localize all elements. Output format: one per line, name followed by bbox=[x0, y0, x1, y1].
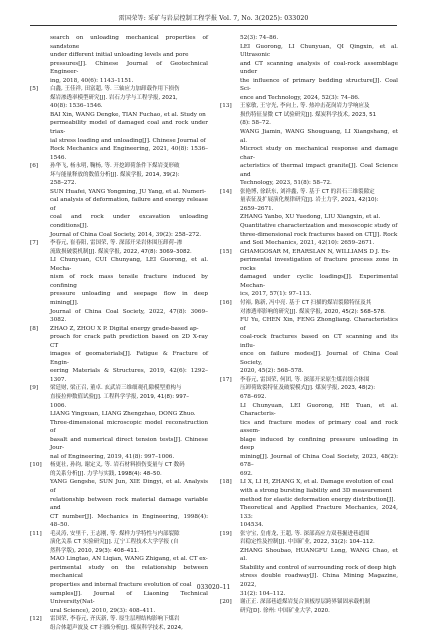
reference-line: ZHAO Z, ZHOU X P. Digital energy grade-based ap- bbox=[50, 325, 199, 332]
reference-line: ial stress loading and unloading[J]. Chinese Journal of bbox=[50, 137, 206, 144]
reference-line: 组合体超声波及 CT 扫描分析[J]. 煤炭科学技术, 2024, bbox=[50, 624, 183, 631]
reference-line: 直接拉伸数值试验[J]. 工程科学学报, 2019, 41(8): 997– bbox=[50, 393, 190, 400]
reference-line: Stability and control of surrounding rock of deep high bbox=[240, 564, 397, 571]
reference-line: ence on failure modes[J]. Journal of China Coal Society, bbox=[240, 351, 398, 366]
reference-number: [15] bbox=[220, 248, 232, 255]
reference-line: 损伤特征显微 CT 试验研究[J]. 煤炭科学技术, 2023, 51 bbox=[240, 111, 377, 118]
reference-entry bbox=[30, 530, 208, 615]
reference-line: relationship between rock material damage variable and bbox=[50, 496, 208, 512]
reference-line: 岩稳定性及控制[J]. 中国矿业, 2022, 31(2): 104–112. bbox=[240, 539, 375, 546]
reference-line: 毛灵涛, 安里千, 王志刚, 等. 煤样力学特性与内部裂隙 bbox=[50, 530, 180, 537]
reference-entry bbox=[30, 85, 208, 162]
reference-line: 的关系分析[J]. 力学与实践, 1998(4): 48–50. bbox=[50, 470, 162, 477]
reference-number: [12] bbox=[30, 616, 42, 623]
reference-line: 李春元, 雷国荣, 何团, 等. 深部开采原生煤岩组合体围 bbox=[240, 376, 370, 383]
reference-line: 然科学版), 2010, 29(3): 408–411. bbox=[50, 547, 140, 554]
reference-line: ing, 2018, 40(6): 1143–1151. bbox=[50, 77, 134, 84]
reference-line: Journal of China Coal Society, 2022, 47(8): 3069–3082. bbox=[50, 308, 208, 324]
reference-line: cal analysis of deformation, failure and energy release of bbox=[50, 197, 208, 212]
reference-line: 1006. bbox=[50, 402, 67, 409]
reference-entry bbox=[30, 239, 208, 324]
reference-line: perimental investigation of fracture process zone in rocks bbox=[240, 257, 398, 272]
reference-line: (8): 58–72. bbox=[240, 120, 271, 127]
reference-line: GHAMGOSAR M, ERARSLAN N, WILLIAMS D J. Ex- bbox=[240, 248, 391, 255]
reference-entry bbox=[30, 615, 208, 632]
reference-line: 张艳博, 徐跃东, 刘祥鑫, 等. 基于 CT 的岩石三维裂隙定 bbox=[240, 188, 375, 195]
reference-line: Journal of China Coal Society, 2014, 39(2): 258–272. bbox=[50, 231, 202, 238]
reference-line: method for elastic deformation energy distribution[J]. bbox=[240, 496, 396, 503]
reference-line: 梁廷财, 梁正召, 董卓. 玄武岩三维细观孔隙模型重构与 bbox=[50, 385, 182, 392]
reference-entry bbox=[220, 598, 398, 615]
reference-line: the influence of primary bedding structure[J]. Coal Sci- bbox=[240, 77, 398, 93]
reference-line: 孙华飞, 杨永明, 鞠杨, 等. 开挖卸荷条件下煤岩变形破 bbox=[50, 163, 180, 170]
reference-line: Three-dimensional microscopic model reconstruction of bbox=[50, 419, 208, 435]
header-rule bbox=[30, 25, 397, 26]
reference-line: 白鑫, 王佳祥, 田富超, 等. 三轴应力加卸载作用下损伤 bbox=[50, 86, 180, 93]
reference-line: FU Yu, CHEN Xin, FENG Zhongliang. Characteristics of bbox=[240, 317, 398, 332]
reference-number: [13] bbox=[220, 103, 232, 110]
reference-number: [19] bbox=[220, 530, 232, 537]
reference-line: 煤岩渗透率模型研究[J]. 岩石力学与工程学报, 2021, bbox=[50, 94, 178, 101]
reference-line: eering Materials & Structures, 2019, 42(6): 1292–1307. bbox=[50, 368, 208, 383]
reference-line: 量表征及扩展演化规律研究[J]. 岩土力学, 2021, 42(10): bbox=[240, 197, 379, 204]
reference-entry bbox=[220, 478, 398, 529]
reference-entry bbox=[30, 461, 208, 529]
reference-line: CT number[J]. Mechanics in Engineering, 1998(4): 48–50. bbox=[50, 513, 208, 529]
reference-line: 692. bbox=[240, 470, 253, 477]
right-column bbox=[220, 34, 398, 615]
reference-line: 付裕, 陈新, 冯中亮. 基于 CT 扫描的煤岩裂隙特征及其 bbox=[240, 299, 372, 306]
reference-line: ZHANG Shoubao, HUANGFU Long, WANG Chao, et al. bbox=[240, 547, 398, 563]
reference-line: 40(8): 1536–1546. bbox=[50, 103, 103, 110]
reference-number: [5] bbox=[30, 86, 39, 93]
reference-line: Quantitative characterization and mesoscopic study of bbox=[240, 223, 398, 230]
reference-line: perimental study on the relationship between mechanical bbox=[50, 564, 208, 580]
reference-entry bbox=[220, 188, 398, 248]
reference-line: MAO Lingtao, AN Liqian, WANG Zhigang, et al. CT ex- bbox=[50, 556, 208, 563]
reference-line: pressure unloading and seepage flow in deep mining[J]. bbox=[50, 291, 208, 306]
reference-line: mining[J]. Journal of China Coal Society, 2023, 48(2): 678– bbox=[240, 453, 398, 469]
reference-line: and Soil Mechanics, 2021, 42(10): 2659–2671. bbox=[240, 240, 375, 247]
reference-entry bbox=[220, 376, 398, 479]
reference-line: 流致损破裂机制[J]. 煤炭学报, 2022, 47(8): 3069–3082. bbox=[50, 248, 192, 255]
reference-line: Theoretical and Applied Fracture Mechanics, 2024, 133: bbox=[240, 505, 398, 520]
reference-line: WANG Jiamin, WANG Shouguang, LI Xiangshang, et al. bbox=[240, 129, 398, 144]
reference-line: LI X, LI H, ZHANG X, et al. Damage evolution of coal bbox=[240, 479, 394, 486]
reference-line: proach for crack path prediction based on 2D X-ray CT bbox=[50, 334, 208, 349]
reference-line: nism of rock mass tensile fracture induced by confining bbox=[50, 274, 208, 289]
reference-number: [10] bbox=[30, 462, 42, 469]
reference-number: [18] bbox=[220, 479, 232, 486]
reference-line: Technology, 2023, 51(8): 58–72. bbox=[240, 180, 332, 187]
reference-line: 谢正正. 深部巷道煤岩复合顶板厚层跨界锚固承载机制 bbox=[240, 599, 370, 606]
reference-line: acteristics of thermal impact granite[J]. Coal Science and bbox=[240, 163, 398, 178]
reference-line: coal and rock under excavation unloading conditions[J]. bbox=[50, 214, 208, 230]
reference-number: [9] bbox=[30, 385, 39, 392]
reference-line: 李春元, 崔春阳, 雷国荣, 等. 深部开采岩体围压卸荷–渗 bbox=[50, 240, 183, 247]
reference-entry bbox=[220, 102, 398, 187]
reference-line: ence and Technology, 2024, 52(3): 74–86. bbox=[240, 94, 360, 101]
reference-line: YANG Gengshe, SUN Jun, XIE Dingyi, et al. Analysis of bbox=[50, 479, 208, 494]
reference-line: 104534. bbox=[240, 522, 264, 529]
reference-number: [8] bbox=[30, 325, 39, 332]
reference-number: [7] bbox=[30, 240, 39, 247]
reference-list-left bbox=[30, 85, 208, 632]
reference-line: Microct study on mechanical response and damage char- bbox=[240, 146, 398, 161]
reference-line: ZHANG Yanbo, XU Yuedong, LIU Xiangxin, et al. bbox=[240, 214, 381, 221]
reference-line: basalt and numerical direct tension tests[J]. Chinese Jour- bbox=[50, 436, 208, 452]
reference-line: pressures[J]. Chinese Journal of Geotechnical Engineer- bbox=[50, 60, 208, 76]
reference-line: 杨更社, 孙钧, 谢定义, 等. 岩石材料损伤变量与 CT 数码 bbox=[50, 462, 185, 469]
reference-line: 52(3): 74–86. bbox=[240, 35, 279, 41]
reference-line: nal of Engineering, 2019, 41(8): 997–1006. bbox=[50, 453, 175, 460]
reference-line: LEI Guorong, LI Chunyuan, QI Qingxin, et al. Ultrasonic bbox=[240, 43, 398, 59]
reference-line: 张守宝, 皇甫龙, 王超, 等. 深部高应力双巷掘进巷道围 bbox=[240, 530, 370, 537]
page-number: 033020–11 bbox=[196, 584, 231, 591]
reference-line: 2659–2671. bbox=[240, 205, 274, 212]
reference-entry bbox=[220, 248, 398, 299]
reference-line: 对渗透率影响的研究[J]. 煤炭学报, 2020, 45(2): 568–578. bbox=[240, 308, 386, 315]
reference-entry bbox=[220, 299, 398, 376]
reference-line: permeability model of damaged coal and rock under triax- bbox=[50, 120, 208, 136]
reference-line: BAI Xin, WANG Dengke, TIAN Fuchao, et al. Study on bbox=[50, 111, 206, 118]
reference-line: 雷国荣, 李春元, 齐庆新, 等. 原生层理结构影响下煤岩 bbox=[50, 616, 180, 623]
reference-line: 坏与能量释放的数值分析[J]. 煤炭学报, 2014, 39(2): bbox=[50, 171, 180, 178]
reference-line: damaged under cyclic loadings[J]. Experimental Mechan- bbox=[240, 274, 398, 289]
reference-continuation bbox=[220, 34, 398, 43]
reference-line: 258–272. bbox=[50, 180, 77, 187]
reference-line: ural Science), 2010, 29(3): 408–411. bbox=[50, 607, 156, 614]
reference-number: [11] bbox=[30, 530, 42, 537]
reference-list-right bbox=[220, 102, 398, 615]
reference-number: [6] bbox=[30, 163, 39, 170]
reference-continuation-translation bbox=[220, 43, 398, 103]
reference-line: SUN Huafei, YANG Yongming, JU Yang, et al. Numeri- bbox=[50, 188, 206, 195]
reference-line: stress double roadway[J]. China Mining Magazine, 2022, bbox=[240, 573, 398, 588]
reference-line: 678–692. bbox=[240, 393, 267, 400]
reference-line: 31(2): 104–112. bbox=[240, 590, 286, 597]
reference-entry bbox=[30, 384, 208, 461]
reference-line: properties and internal fracture evolution of coal bbox=[50, 582, 192, 588]
reference-line: search on unloading mechanical properties of sandstone bbox=[50, 35, 208, 50]
reference-line: 王家敏, 王守光, 李向上, 等. 热冲击花岗岩力学响应及 bbox=[240, 103, 370, 110]
reference-continuation bbox=[30, 34, 208, 85]
reference-line: samples[J]. Journal of Liaoning Technical University(Nat- bbox=[50, 590, 208, 606]
reference-line: 压卸荷致裂特征及破裂模式[J]. 煤炭学报, 2023, 48(2): bbox=[240, 385, 376, 392]
reference-line: and CT scanning analysis of coal-rock assemblage under bbox=[240, 60, 398, 76]
reference-entry bbox=[30, 325, 208, 385]
reference-line: with a strong bursting liability and 3D measurement bbox=[240, 487, 392, 494]
reference-number: [14] bbox=[220, 188, 232, 195]
reference-number: [20] bbox=[220, 599, 232, 606]
reference-line: 2020, 45(2): 568–578. bbox=[240, 368, 304, 375]
reference-line: 研究[D]. 徐州: 中国矿业大学, 2020. bbox=[240, 607, 330, 614]
reference-line: three-dimensional rock fractures based on CT[J]. Rock bbox=[240, 231, 398, 238]
reference-line: tics and fracture modes of primary coal and rock assem- bbox=[240, 419, 398, 435]
reference-line: ics, 2017, 57(1): 97–113. bbox=[240, 291, 312, 298]
left-column bbox=[30, 34, 208, 632]
reference-line: LI Chunyuan, LEI Guorong, HE Tuan, et al. Characteris- bbox=[240, 402, 398, 418]
reference-line: LIANG Yingxuan, LIANG Zhengzhao, DONG Zhuo. bbox=[50, 411, 196, 418]
reference-line: 演化关系 CT 实验研究[J]. 辽宁工程技术大学学报 (自 bbox=[50, 539, 179, 546]
reference-line: images of geomaterials[J]. Fatigue & Fracture of Engin- bbox=[50, 351, 208, 366]
reference-entry bbox=[30, 162, 208, 239]
running-header: 雷国荣等: 采矿与岩层控制工程学报 Vol. 7, No. 3(2025): 033020 bbox=[118, 15, 309, 22]
reference-line: Rock Mechanics and Engineering, 2021, 40(8): 1536–1546. bbox=[50, 146, 208, 161]
reference-line: LI Chunyuan, CUI Chunyang, LEI Guorong, et al. Mecha- bbox=[50, 257, 208, 272]
reference-line: under different initial unloading levels and pore bbox=[50, 52, 189, 59]
reference-number: [16] bbox=[220, 299, 232, 306]
reference-line: blage induced by confining pressure unloading in deep bbox=[240, 436, 398, 452]
reference-line: coal-rock fractures based on CT scanning and its influ- bbox=[240, 334, 398, 349]
reference-number: [17] bbox=[220, 376, 232, 383]
